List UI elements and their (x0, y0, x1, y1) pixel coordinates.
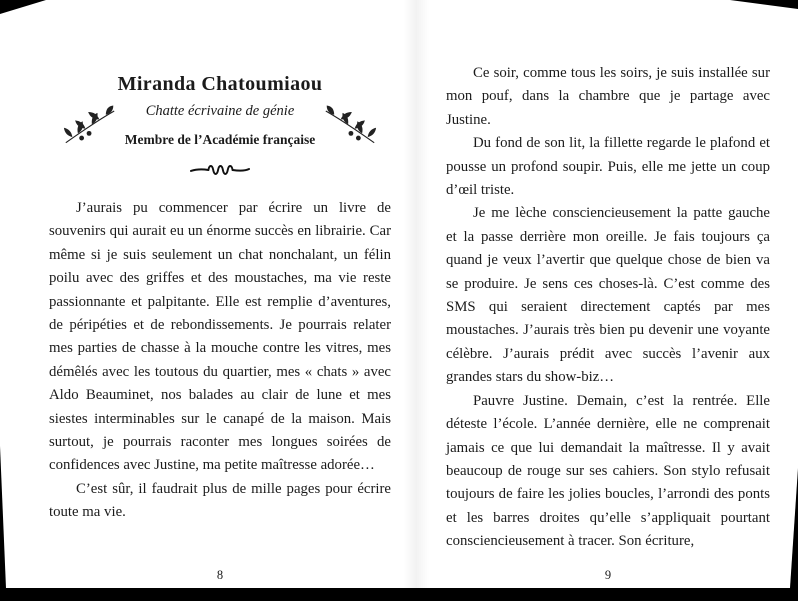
page-number-left: 8 (216, 568, 224, 582)
paragraph: Du fond de son lit, la fillette regarde le plafond et pousse un profond soupir. Puis, elle me jette un coup d’œil triste. (446, 135, 770, 199)
olive-branch-right-icon (323, 102, 377, 148)
chapter-header (49, 72, 391, 177)
page-number-right: 9 (604, 568, 612, 582)
paragraph: Je me lèche consciencieusement la patte gauche et la passe derrière mon oreille. Je fais toujours ça quand je veux l’avertir que quelque chose de bien va se produire. Je sens ces choses-là. C’est comme des SMS qui seraient directement captés par mes moustaches. J’aurais très bien pu devenir une voyante célèbre. J’aurais prédit avec succès l’avenir aux grandes stars du show-biz… (446, 205, 770, 386)
left-page-body (49, 197, 391, 525)
paragraph: J’aurais pu commencer par écrire un livre de souvenirs qui aurait eu un énorme succès en librairie. Car même si je suis seulement un chat nonchalant, un félin poilu avec des griffes et des moustaches, ma vie reste passionnante et palpitante. Elle est remplie d’aventures, de péripéties et de rebondissements. Je pourrais relater mes parties de chasse à la mouche contre les vitres, mes démêlés avec les toutous du quartier, mes « chats » avec Aldo Beauminet, nos balades au clair de lune et mes siestes interminables sur le canapé de la maison. Mais surtout, je pourrais raconter mes longues soirées de confidences avec Justine, ma petite maîtresse adorée… (49, 200, 391, 474)
page-title: Miranda Chatoumiaou (117, 73, 323, 95)
photo-edge-right (790, 468, 798, 588)
photo-edge-bottom (0, 588, 798, 601)
photo-edge-left (0, 446, 6, 588)
page-gutter-shadow (403, 0, 429, 588)
right-page (446, 0, 770, 588)
paragraph: Ce soir, comme tous les soirs, je suis installée sur mon pouf, dans la chambre que je partage avec Justine. (446, 65, 770, 128)
ornament-divider-icon (49, 162, 391, 177)
photo-edge-top-left (0, 0, 46, 14)
affiliation: Membre de l’Académie française (124, 132, 316, 147)
left-page (49, 0, 391, 588)
header-subtext (125, 100, 316, 149)
header-decoration-row (49, 100, 391, 149)
subtitle: Chatte écrivaine de génie (145, 103, 295, 119)
olive-branch-left-icon (63, 102, 117, 148)
right-page-body (446, 0, 770, 554)
paragraph: C’est sûr, il faudrait plus de mille pages pour écrire toute ma vie. (49, 480, 391, 521)
paragraph: Pauvre Justine. Demain, c’est la rentrée. Elle déteste l’école. L’année dernière, elle ne comprenait jamais ce que lui demandait la maîtresse. Il y avait beaucoup de rouge sur ses cahiers. Son stylo refusait toujours de faire les jolies boucles, l’arrondi des ponts et les barres droites qu’elle s’appliquait pourtant consciencieusement à tracer. Son écriture, (446, 392, 770, 550)
